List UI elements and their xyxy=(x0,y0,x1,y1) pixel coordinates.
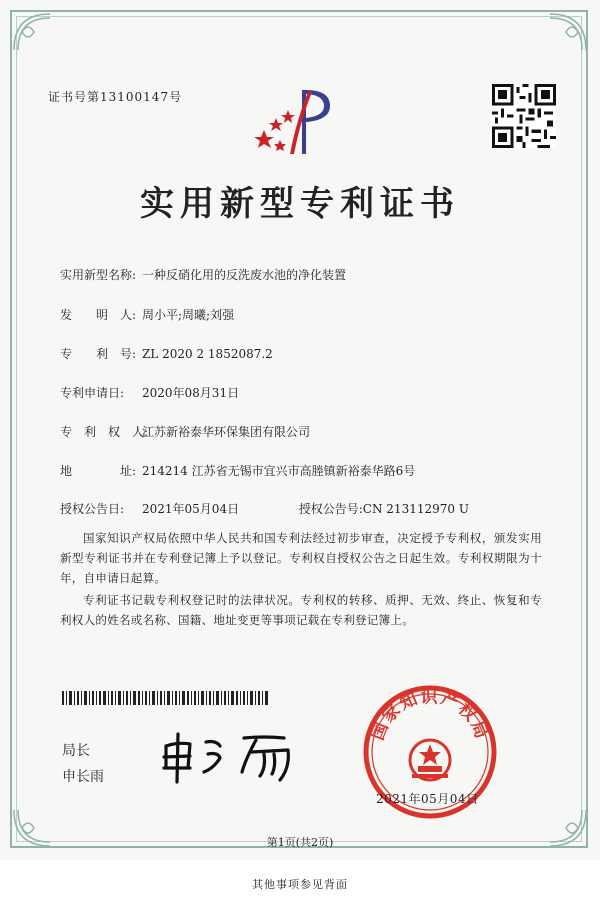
grant-statement-paragraph: 国家知识产权局依照中华人民共和国专利法经过初步审查，决定授予专利权，颁发实用新型专利证书并在专利登记簿上予以登记。专利权自授权公告之日起生效。专利权期限为十年，自申请日起算。 xyxy=(60,531,542,585)
field-label: 发 明 人: xyxy=(60,308,137,322)
director-signature-icon xyxy=(160,728,300,788)
field-value: 2020年08月31日 xyxy=(142,386,240,400)
field-label: 地 址: xyxy=(60,464,137,478)
field-label: 专 利 权 人: xyxy=(60,425,149,439)
director-title: 局长 xyxy=(62,743,90,759)
corner-ornament-icon xyxy=(548,12,588,52)
field-label: 专利申请日: xyxy=(60,386,125,400)
certificate-title: 实用新型专利证书 xyxy=(140,184,460,224)
field-row-application-date xyxy=(60,384,239,401)
svg-text:国家知识产权局 xyxy=(368,687,492,743)
field-label: 专 利 号: xyxy=(60,347,137,361)
announcement-date-label: 授权公告日: xyxy=(60,502,125,516)
field-row-announcement xyxy=(60,500,469,517)
footer-note: 其他事项参见背面 xyxy=(252,878,348,891)
field-row-patent-number xyxy=(60,345,273,362)
field-row-patentee xyxy=(60,423,310,440)
qr-code-icon xyxy=(492,84,556,148)
page-number: 第1页(共2页) xyxy=(266,836,334,849)
field-value: 一种反硝化用的反洗废水池的净化装置 xyxy=(142,268,347,282)
field-row-utility-model-name xyxy=(60,266,346,283)
field-label: 实用新型名称: xyxy=(60,268,137,282)
announcement-number-value: CN 213112970 U xyxy=(362,502,469,516)
announcement-number-label: 授权公告号: xyxy=(298,502,363,516)
patent-office-logo-icon xyxy=(250,82,350,157)
director-name: 申长雨 xyxy=(62,769,104,785)
legal-status-paragraph: 专利证书记载专利权登记时的法律状况。专利权的转移、质押、无效、终止、恢复和专利权人的姓名或名称、国籍、地址变更等事项记载在专利登记簿上。 xyxy=(60,593,542,627)
field-value: 周小平;周曦;刘强 xyxy=(142,308,235,322)
announcement-date-value: 2021年05月04日 xyxy=(142,502,240,516)
field-value: 江苏新裕泰华环保集团有限公司 xyxy=(142,425,311,439)
field-value: ZL 2020 2 1852087.2 xyxy=(142,347,273,361)
barcode-icon xyxy=(62,690,270,704)
certificate-number: 证书号第13100147号 xyxy=(48,90,183,104)
field-value: 214214 江苏省无锡市宜兴市高塍镇新裕泰华路6号 xyxy=(142,464,416,478)
corner-ornament-icon xyxy=(12,12,52,52)
seal-date: 2021年05月04日 xyxy=(376,792,479,806)
field-row-inventors xyxy=(60,306,234,323)
seal-text: 国家知识产权局 xyxy=(367,687,493,744)
field-row-address xyxy=(60,462,415,479)
